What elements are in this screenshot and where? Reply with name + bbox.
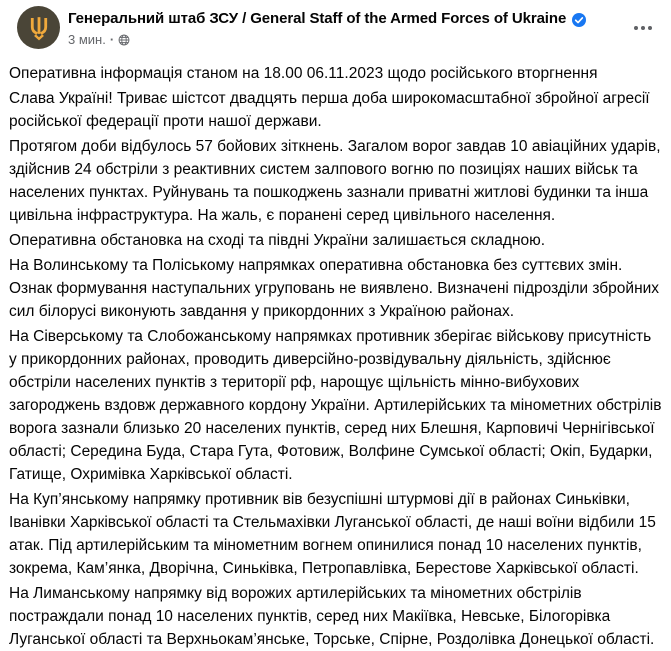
post-timestamp[interactable]: 3 мин. xyxy=(68,32,106,47)
post-text xyxy=(0,49,671,651)
verified-check-icon xyxy=(572,13,586,27)
post-paragraph: Оперативна обстановка на сході та півдні України залишається складною. xyxy=(9,232,546,249)
post-paragraph: Протягом доби відбулось 57 бойових зіткнень. Загалом ворог завдав 10 авіаційних ударів, здійснив 24 обстріли з реактивних систем залпового вогню по позиціях наших військ та населених пунктах. Руйнувань та пошкоджень зазнали приватні житлові будинки та інша цивільна інфраструктура. На жаль, є поранені серед цивільного населення. xyxy=(9,138,661,224)
post-paragraph: Слава Україні! Триває шістсот двадцять перша доба широкомасштабної збройної агресії російської федерації проти нашої держави. xyxy=(9,90,650,130)
page-name-row xyxy=(68,9,586,29)
post-paragraph: Оперативна інформація станом на 18.00 06.11.2023 щодо російського вторгнення xyxy=(9,65,598,82)
post-menu-button[interactable] xyxy=(627,12,659,44)
post-header-text xyxy=(68,6,586,48)
page-avatar[interactable] xyxy=(17,6,60,49)
post-paragraph: На Куп’янському напрямку противник вів безуспішні штурмові дії в районах Синьківки, Іванівки Харківської області та Стельмахівки Луганської області, де наші воїни відбили 15 атак. Під артилерійським та мінометним вогнем опинилися понад 10 населених пунктів, зокрема, Кам’янка, Дворічна, Синьківка, Петропавлівка, Берестове Харківської області. xyxy=(9,491,656,577)
post-header xyxy=(0,0,671,49)
post-meta-row xyxy=(68,32,586,48)
post-paragraph: На Сіверському та Слобожанському напрямках противник зберігає військову присутність у прикордонних районах, проводить диверсійно-розвідувальну діяльність, здійснює обстріли населених пунктів з території рф, нарощує щільність мінно-вибухових загороджень вздовж державного кордону України. Артилерійських та мінометних обстрілів ворога зазнали близько 20 населених пунктів, серед них Блешня, Карповичі Чернігівської області; Середина Буда, Стара Гута, Фотовиж, Волфине Сумської області; Окіп, Бударки, Гатище, Охримівка Харківської області. xyxy=(9,328,662,483)
ukraine-trident-icon xyxy=(26,15,52,41)
ellipsis-icon xyxy=(633,25,653,31)
page-name-link[interactable]: Генеральний штаб ЗСУ / General Staff of the Armed Forces of Ukraine xyxy=(68,10,567,27)
globe-icon xyxy=(118,34,130,46)
post-paragraph: На Волинському та Поліському напрямках оперативна обстановка без суттєвих змін. Ознак формування наступальних угруповань не виявлено. Визначені підрозділи збройних сил білорусі виконують завдання у прикордонних з Україною районах. xyxy=(9,257,660,320)
post-paragraph: На Лиманському напрямку від ворожих артилерійських та мінометних обстрілів постраждали понад 10 населених пунктів, серед них Макіївка, Невське, Білогорівка Луганської області та Верхньокам’янське, Торське, Спірне, Роздолівка Донецької області. xyxy=(9,585,655,648)
meta-separator: · xyxy=(109,32,115,47)
